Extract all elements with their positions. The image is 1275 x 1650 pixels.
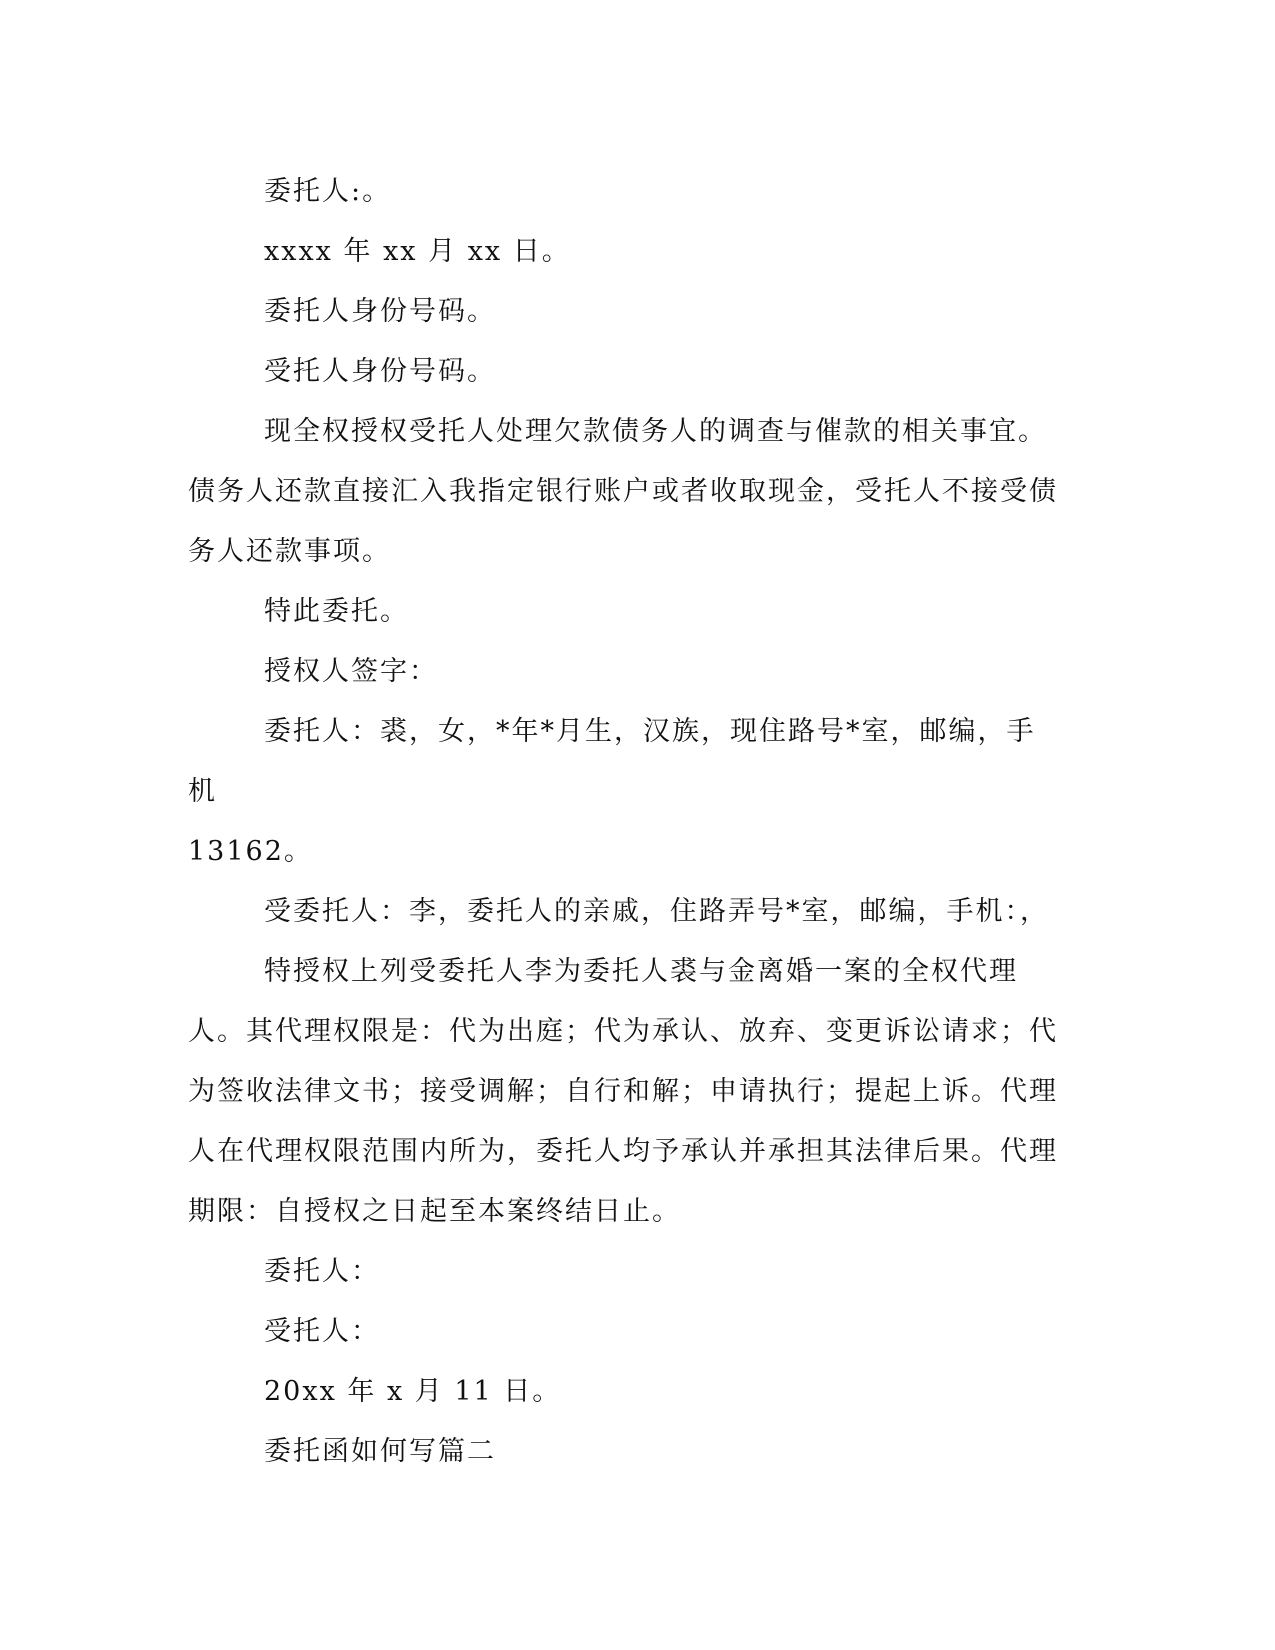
principal-signature: 委托人： bbox=[264, 1256, 380, 1287]
signing-date: 20xx 年 x 月 11 日。 bbox=[264, 1376, 562, 1407]
principal-id-line: 委托人身份号码。 bbox=[264, 296, 496, 327]
agent-id-line: 受托人身份号码。 bbox=[264, 356, 496, 387]
principal-phone: 13162。 bbox=[188, 836, 313, 867]
power-of-attorney-paragraph: 特授权上列受委托人李为委托人裘与金离婚一案的全权代理人。其代理权限是：代为出庭；代为承认、放弃、变更诉讼请求；代为签收法律文书；接受调解；自行和解；申请执行；提起上诉。代理人在代理权限范围内所为，委托人均予承认并承担其法律后果。代理期限：自授权之日起至本案终结日止。 bbox=[188, 956, 1058, 1227]
principal-details: 委托人：裘，女，*年*月生，汉族，现住路号*室，邮编，手机 bbox=[188, 716, 1036, 807]
principal-line: 委托人:。 bbox=[264, 176, 392, 207]
agent-signature: 受托人： bbox=[264, 1316, 380, 1347]
document-body bbox=[188, 162, 1058, 1482]
signature-line: 授权人签字： bbox=[264, 656, 438, 687]
authorization-paragraph: 现全权授权受托人处理欠款债务人的调查与催款的相关事宜。债务人还款直接汇入我指定银行账户或者收取现金，受托人不接受债务人还款事项。 bbox=[188, 416, 1058, 567]
closing-line: 特此委托。 bbox=[264, 596, 409, 627]
date-line: xxxx 年 xx 月 xx 日。 bbox=[264, 236, 571, 267]
agent-details: 受委托人：李，委托人的亲戚，住路弄号*室，邮编，手机：， bbox=[264, 896, 1049, 927]
section-heading: 委托函如何写篇二 bbox=[264, 1436, 496, 1467]
